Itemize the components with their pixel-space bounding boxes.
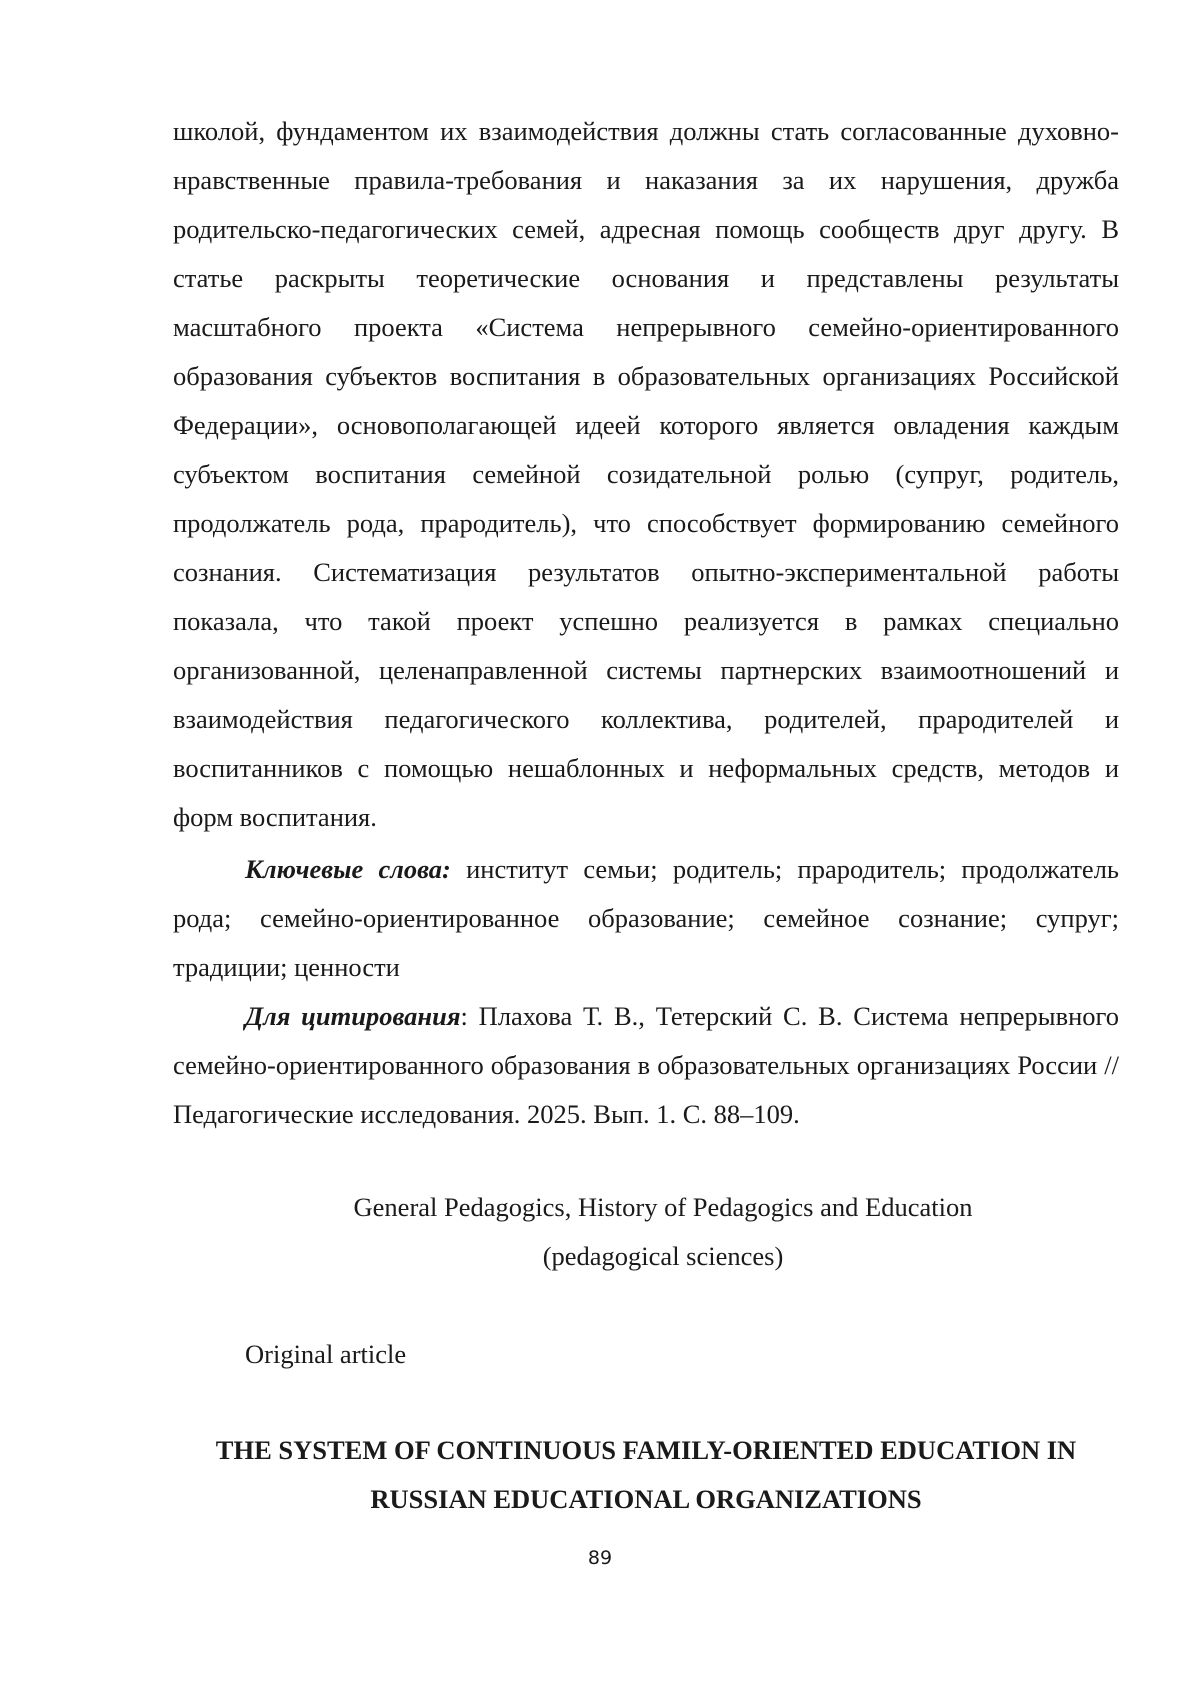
citation-separator: : [460,1001,468,1031]
abstract-text: школой, фундаментом их взаимодействия должны стать согласованные духовно-нравственные правила-требования и наказания за их нарушения, дружба родительско-педагогических семей, адресная помощь сообществ друг другу. В статье раскрыты теоретические основания и представлены результаты масштабного проекта «Система непрерывного семейно-ориентированного образования субъектов воспитания в образовательных организациях Российской Федерации», основополагающей идеей которого является овладения каждым субъектом воспитания семейной созидательной ролью (супруг, родитель, продолжатель рода, прародитель), что способствует формированию семейного сознания. Систематизация результатов опытно-экспериментальной работы показала, что такой проект успешно реализуется в рамках специально организованной, целенаправленной системы партнерских взаимоотношений и взаимодействия педагогического коллектива, родителей, прародителей и воспитанников с помощью нешаблонных и неформальных средств, методов и форм воспитания. [173,116,1119,832]
citation-text: Плахова Т. В., Тетерский С. В. Система непрерывного семейно-ориентированного образования в образовательных организациях России // Педагогические исследования. 2025. Вып. 1. С. 88–109. [173,1001,1119,1129]
title-line-2: RUSSIAN EDUCATIONAL ORGANIZATIONS [370,1484,922,1514]
citation-paragraph [173,992,1119,1139]
keywords-text: институт семьи; родитель; прародитель; продолжатель рода; семейно-ориентированное образование; семейное сознание; супруг; традиции; ценности [173,854,1119,982]
page-number: 89 [587,1547,613,1569]
keywords-label: Ключевые слова [245,854,443,884]
article-type: Original article [245,1339,407,1369]
rubric-line-2: (pedagogical sciences) [542,1241,784,1271]
keywords-paragraph [173,845,1119,992]
rubric-line-1: General Pedagogics, History of Pedagogics and Education [353,1192,973,1222]
title-line-1: THE SYSTEM OF CONTINUOUS FAMILY-ORIENTED EDUCATION IN [215,1435,1077,1465]
citation-label: Для цитирования [245,1001,461,1031]
article-title [173,1426,1119,1524]
keywords-separator: : [442,854,451,884]
abstract-paragraph [173,107,1119,842]
